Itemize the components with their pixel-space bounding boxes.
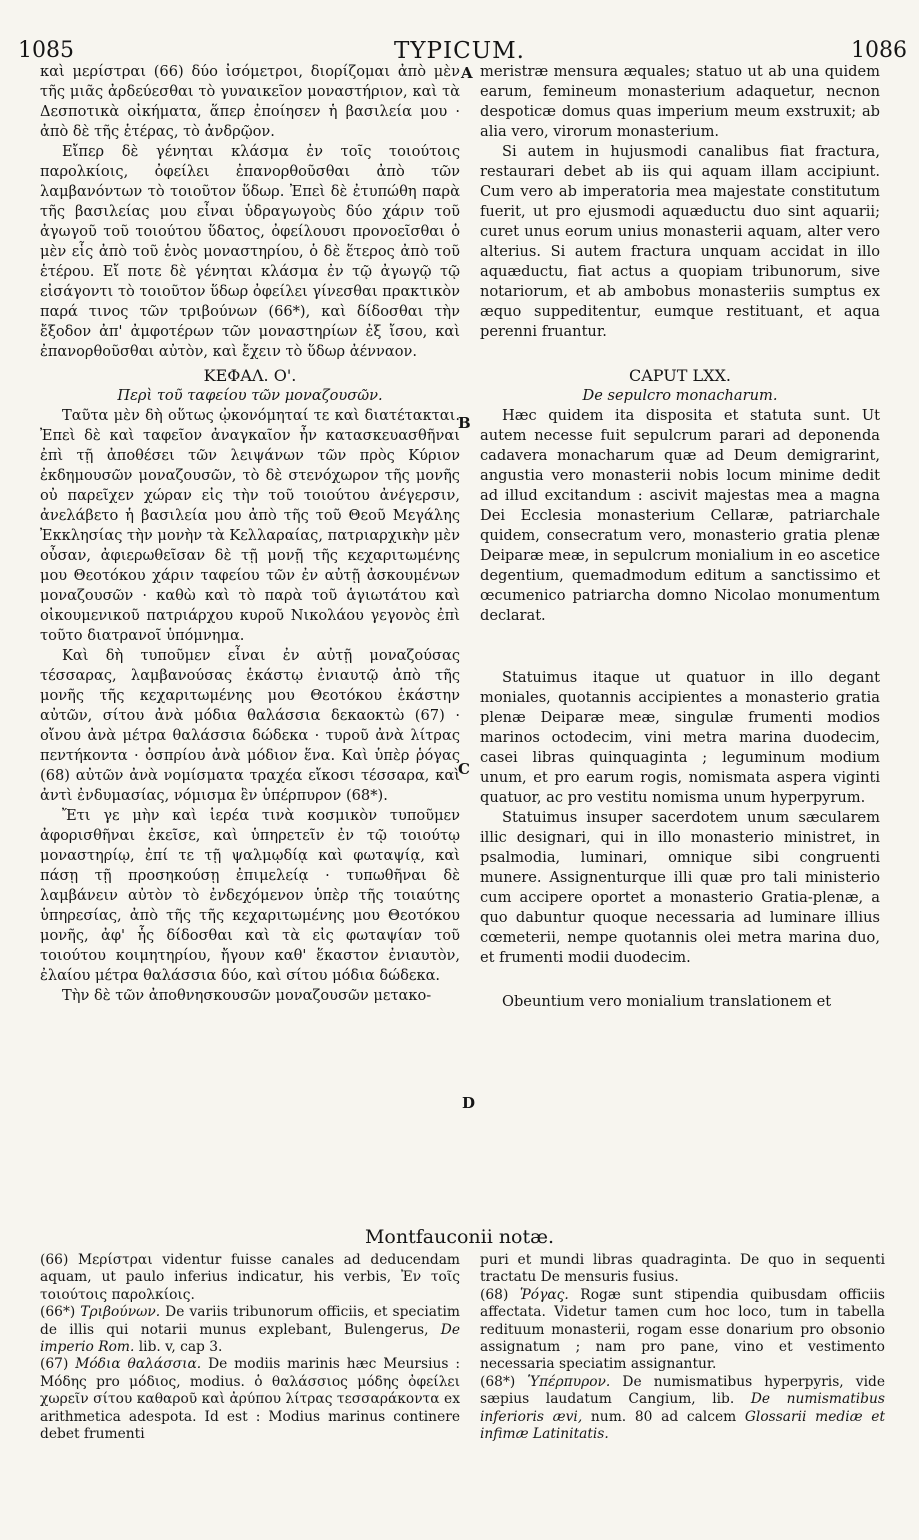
greek-column xyxy=(40,62,460,1006)
latin-paragraph: Si autem in hujusmodi canalibus fiat fractura, restaurari debet ab iis qui aquam illam accipiunt. Cum vero ab imperatoria mea majestate constitutum fuerit, ut pro ejusmodi aquæductu duo sint aquarii; curet unus eorum unius monasterii aquam, alter vero alterius. Si autem fractura unquam accidat in illo aquæductu, fiat actus a quopiam tribunorum, sive notariorum, et ab ambobus monasteriis sumptus ex æquo suppeditentur, eumque restituant, et aqua perenni fruantur. xyxy=(480,143,880,340)
margin-letter-a: A xyxy=(461,64,473,82)
greek-paragraph: Ταῦτα μὲν δὴ οὕτως ᾠκονόμηταί τε καὶ διατέτακται. Ἐπεὶ δὲ καὶ ταφεῖον ἀναγκαῖον ἦν κατασκευασθῆναι ἐπὶ τῇ ἀποθέσει τῶν λειψάνων τῶν πρὸς Κύριον ἐκδημουσῶν μοναζουσῶν, τὸ δὲ στενόχωρον τῆς μονῆς οὐ παρεῖχεν χώραν εἰς τὴν τοῦ τοιούτου ἀνέγερσιν, ἀνελάβετο ἡ βασιλεία μου ἀπὸ τῆς τοῦ Θεοῦ Μεγάλης Ἐκκλησίας τὴν μονὴν τὰ Κελλαραίας, πατριαρχικὴν μὲν οὖσαν, ἀφιερωθεῖσαν δὲ τῇ μονῇ τῆς κεχαριτωμένης μου Θεοτόκου χάριν ταφείου τῶν ἐν αὐτῇ ἀσκουμένων μοναζουσῶν · καθὼ καὶ τὸ παρὰ τοῦ ἁγιωτάτου καὶ οἰκουμενικοῦ πατριάρχου κυροῦ Νικολάου γεγονὸς ἐπὶ τοῦτο διατρανοῖ ὑπόμνημα. xyxy=(40,407,460,644)
footnote-66: (66) Μερίστραι videntur fuisse canales ad deducendam aquam, ut paulo inferius indicatur, his verbis, Ἐν τοῖς τοιούτοις παρολκίοις. xyxy=(40,1252,460,1303)
latin-paragraph: Statuimus insuper sacerdotem unum sæcularem illic designari, qui in illo monasterio ministret, in psalmodia, luminari, omnique sibi congruenti munere. Assignenturque illi quæ pro tali ministerio cum accipere oportet a monasterio Gratia-plenæ, a quo dabuntur quoque necessaria ad luminare illius cœmeterii, nempe quotannis olei metra marina duo, et frumenti modii duodecim. xyxy=(480,809,880,966)
notes-title: Montfauconii notæ. xyxy=(364,1226,555,1248)
latin-paragraph: Hæc quidem ita disposita et statuta sunt. Ut autem necesse fuit sepulcrum parari ad deponenda cadavera monacharum quæ ad Deum demigrarint, angustia vero monasterii nobis locum minime dedit ad illud excitandum : ascivit majestas mea a magna Dei Ecclesia monasterium Cellaræ, patriarchale quidem, consecratum vero, monasterio gratia plenæ Deiparæ meæ, in sepulcrum monialium in eo ascetice degentium, quemadmodum editum a sanctissimo et œcumenico patriarcha domno Nicolao monumentum declarat. xyxy=(480,407,880,624)
margin-letter-b: B xyxy=(458,414,471,432)
latin-column xyxy=(480,62,880,1012)
footnote-67-continued: puri et mundi libras quadraginta. De quo in sequenti tractatu De mensuris fusius. xyxy=(480,1252,885,1286)
footnote-68-star: (68*) Ὑπέρπυρον. De numismatibus hyperpyris, vide sæpius laudatum Cangium, lib. De numismatibus inferioris ævi, num. 80 ad calcem Glossarii mediæ et infimæ Latinitatis. xyxy=(480,1373,885,1443)
notes-right-column xyxy=(480,1252,885,1443)
latin-paragraph: meristræ mensura æquales; statuo ut ab una quidem earum, femineum monasterium adaquetur, necnon despoticæ domus quas imperium meum exstruxit; ab alia vero, virorum monasterium. xyxy=(480,63,880,140)
margin-letter-c: C xyxy=(458,760,470,778)
greek-chapter-heading: ΚΕΦΑΛ. Ο'. xyxy=(203,366,297,385)
notes-left-column xyxy=(40,1252,460,1443)
footnote-66-star: (66*) Τριβούνων. De variis tribunorum officiis, et speciatim de illis qui notarii munus explebant, Bulengerus, De imperio Rom. lib. v, cap 3. xyxy=(40,1304,460,1356)
latin-paragraph: Obeuntium vero monialium translationem et xyxy=(502,993,832,1010)
greek-paragraph: Τὴν δὲ τῶν ἀποθνησκουσῶν μοναζουσῶν μετακο- xyxy=(62,987,432,1004)
latin-paragraph: Statuimus itaque ut quatuor in illo degant moniales, quotannis accipientes a monasterio gratia plenæ Deiparæ meæ, singulæ frumenti modios marinos octodecim, vini metra marina duodecim, casei libras quinquaginta ; leguminum modium unum, et pro earum rogis, nomismata aspera viginti quatuor, ac pro vestitu nomisma unum hyperpyrum. xyxy=(480,669,880,806)
page-number-left: 1085 xyxy=(18,38,74,63)
page-number-right: 1086 xyxy=(851,38,907,63)
latin-chapter-heading: CAPUT LXX. xyxy=(628,366,731,385)
footnote-68: (68) Ῥόγας. Rogæ sunt stipendia quibusdam officiis affectata. Videtur tamen cum hoc loco, tum in tabella redituum monasterii, rogam esse donarium pro obsonio assignatum ; nam pro pane, vino et vestimento necessaria speciatim assignantur. xyxy=(480,1286,885,1373)
footnote-67: (67) Μόδια θαλάσσια. De modiis marinis hæc Meursius : Μόδης pro μόδιος, modius. ὁ θαλάσσιος μόδης ὀφείλει χωρεῖν σίτου καθαροῦ καὶ ἀρύπου λίτρας τεσσαράκοντα ex arithmetica adespota. Id est : Modius marinus continere debet frumenti xyxy=(40,1356,460,1443)
latin-chapter-subtitle: De sepulcro monacharum. xyxy=(582,387,778,404)
greek-paragraph: καὶ μερίστραι (66) δύο ἰσόμετροι, διορίζομαι ἀπὸ μὲν τῆς μιᾶς ἀρδεύεσθαι τὸ γυναικεῖον μοναστήριον, καὶ τὰ Δεσποτικὰ οἰκήματα, ἅπερ ἐποίησεν ἡ βασιλεία μου · ἀπὸ δὲ τῆς ἑτέρας, τὸ ἀνδρῷον. xyxy=(40,63,460,140)
greek-chapter-subtitle: Περὶ τοῦ ταφείου τῶν μοναζουσῶν. xyxy=(117,387,383,404)
running-title: TYPICUM. xyxy=(394,38,525,64)
greek-paragraph: Καὶ δὴ τυποῦμεν εἶναι ἐν αὐτῇ μοναζούσας τέσσαρας, λαμβανούσας ἑκάστῳ ἐνιαυτῷ ἀπὸ τῆς μονῆς τῆς κεχαριτωμένης μου Θεοτόκου ἑκάστην αὐτῶν, σίτου ἀνὰ μόδια θαλάσσια δεκαοκτὼ (67) · οἴνου ἀνὰ μέτρα θαλάσσια δώδεκα · τυροῦ ἀνὰ λίτρας πεντήκοντα · ὀσπρίου ἀνὰ μόδιον ἕνα. Καὶ ὑπὲρ ῥόγας (68) αὐτῶν ἀνὰ νομίσματα τραχέα εἴκοσι τέσσαρα, καὶ ἀντὶ ἐνδυμασίας, νόμισμα ἓν ὑπέρπυρον (68*). xyxy=(40,647,460,804)
greek-paragraph: Ἔτι γε μὴν καὶ ἱερέα τινὰ κοσμικὸν τυποῦμεν ἀφορισθῆναι ἐκεῖσε, καὶ ὑπηρετεῖν ἐν τῷ τοιούτῳ μοναστηρίῳ, ἐπί τε τῇ ψαλμῳδίᾳ καὶ φωταψίᾳ, καὶ πάσῃ τῇ προσηκούσῃ ἐπιμελείᾳ · τυπωθῆναι δὲ λαμβάνειν αὐτὸν τὸ ἐνδεχόμενον ὑπὲρ τῆς τοιαύτης ὑπηρεσίας, ἀπὸ τῆς τῆς κεχαριτωμένης μου Θεοτόκου μονῆς, ἀφ' ἧς δίδοσθαι καὶ τὰ εἰς φωταψίαν τοῦ τοιούτου κοιμητηρίου, ἤγουν καθ' ἕκαστον ἐνιαυτὸν, ἐλαίου μέτρα θαλάσσια δύο, καὶ σίτου μόδια δώδεκα. xyxy=(40,807,460,984)
greek-paragraph: Εἴπερ δὲ γένηται κλάσμα ἐν τοῖς τοιούτοις παρολκίοις, ὀφείλει ἐπανορθοῦσθαι ἀπὸ τῶν λαμβανόντων τὸ τοιοῦτον ὕδωρ. Ἐπεὶ δὲ ἐτυπώθη παρὰ τῆς βασιλείας μου εἶναι ὑδραγωγοὺς δύο χάριν τοῦ ἀγωγοῦ τοῦ τοιούτου ὕδατος, ὀφείλουσι προνοεῖσθαι ὁ μὲν εἷς ἀπὸ τοῦ ἑνὸς μοναστηρίου, ὁ δὲ ἕτερος ἀπὸ τοῦ ἑτέρου. Εἴ ποτε δὲ γένηται κλάσμα ἐν τῷ ἀγωγῷ τῷ εἰσάγοντι τὸ τοιοῦτον ὕδωρ ὀφείλει γίνεσθαι πρακτικὸν παρά τινος τῶν τριβούνων (66*), καὶ δίδοσθαι τὴν ἔξοδον ἀπ' ἀμφοτέρων τῶν μοναστηρίων ἐξ ἴσου, καὶ ἐπανορθοῦσθαι αὐτὸν, καὶ ἔχειν τὸ ὕδωρ ἀένναον. xyxy=(40,143,460,360)
margin-letter-d: D xyxy=(462,1094,476,1112)
